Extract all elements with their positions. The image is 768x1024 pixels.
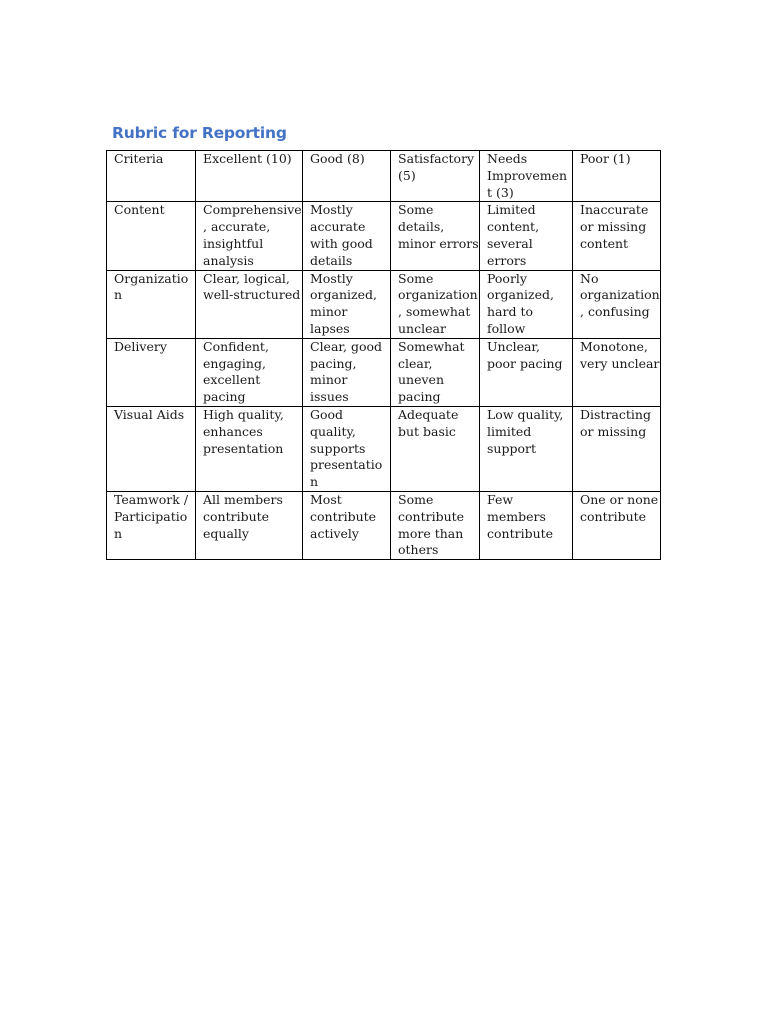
table-cell: Clear, good pacing, minor issues [303, 338, 391, 406]
table-cell: Somewhat clear, uneven pacing [391, 338, 480, 406]
table-row-teamwork [107, 491, 661, 559]
table-cell: Delivery [107, 338, 196, 406]
header-cell-needs-improvement: Needs Improvement (3) [480, 151, 573, 202]
table-header-row [107, 151, 661, 202]
table-cell: Mostly accurate with good details [303, 202, 391, 270]
header-cell-poor: Poor (1) [573, 151, 661, 202]
table-cell: Unclear, poor pacing [480, 338, 573, 406]
table-row-delivery [107, 338, 661, 406]
table-cell: Most contribute actively [303, 491, 391, 559]
table-cell: No organization, confusing [573, 270, 661, 338]
table-cell: Some organization, somewhat unclear [391, 270, 480, 338]
table-cell: Clear, logical, well-structured [196, 270, 303, 338]
rubric-table [106, 150, 661, 560]
table-cell: Low quality, limited support [480, 406, 573, 491]
table-cell: Distracting or missing [573, 406, 661, 491]
table-cell: Teamwork / Participation [107, 491, 196, 559]
table-cell: Inaccurate or missing content [573, 202, 661, 270]
table-cell: Visual Aids [107, 406, 196, 491]
table-row-content [107, 202, 661, 270]
table-cell: Limited content, several errors [480, 202, 573, 270]
header-cell-criteria: Criteria [107, 151, 196, 202]
table-cell: Good quality, supports presentation [303, 406, 391, 491]
header-cell-satisfactory: Satisfactory (5) [391, 151, 480, 202]
table-cell: Few members contribute [480, 491, 573, 559]
table-cell: Some contribute more than others [391, 491, 480, 559]
table-cell: Organization [107, 270, 196, 338]
table-cell: Some details, minor errors [391, 202, 480, 270]
page-title: Rubric for Reporting [112, 124, 287, 142]
table-cell: Content [107, 202, 196, 270]
table-row-organization [107, 270, 661, 338]
table-cell: All members contribute equally [196, 491, 303, 559]
header-cell-good: Good (8) [303, 151, 391, 202]
table-cell: Confident, engaging, excellent pacing [196, 338, 303, 406]
table-cell: Comprehensive, accurate, insightful analysis [196, 202, 303, 270]
table-cell: Monotone, very unclear [573, 338, 661, 406]
table-cell: High quality, enhances presentation [196, 406, 303, 491]
table-cell: Adequate but basic [391, 406, 480, 491]
table-cell: One or none contribute [573, 491, 661, 559]
table-cell: Mostly organized, minor lapses [303, 270, 391, 338]
table-cell: Poorly organized, hard to follow [480, 270, 573, 338]
table-row-visual-aids [107, 406, 661, 491]
header-cell-excellent: Excellent (10) [196, 151, 303, 202]
